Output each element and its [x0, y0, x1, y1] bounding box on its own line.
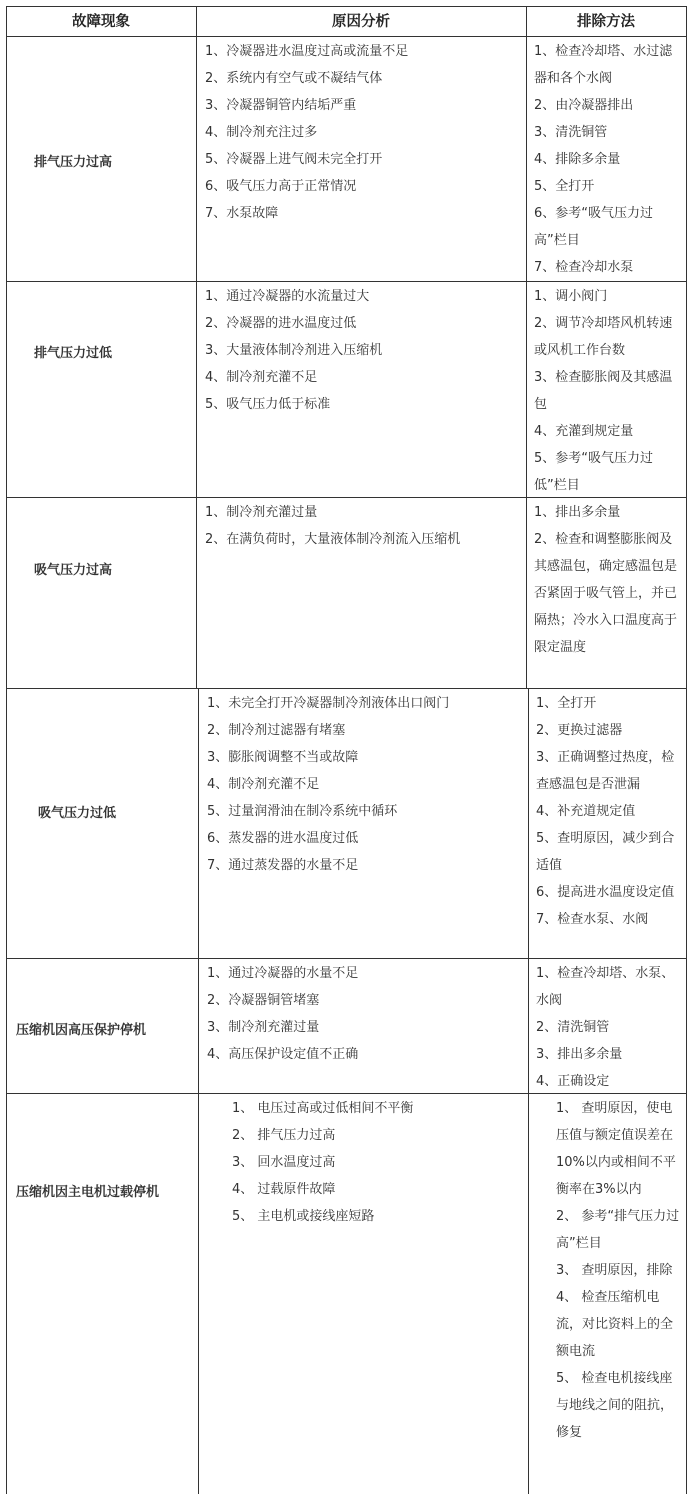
- list-item: 5、查明原因，减少到合适值: [536, 831, 675, 873]
- list-item: 5、 检查电机接线座与地线之间的阻抗，修复: [556, 1371, 674, 1440]
- cause-list: [205, 38, 408, 227]
- list-item: 1、通过冷凝器的水流量过大: [205, 289, 370, 304]
- remedy-list: [556, 1095, 682, 1446]
- remedy-list: [536, 960, 682, 1095]
- rule-col1-top: [196, 6, 197, 688]
- rule-top: [6, 6, 687, 7]
- list-item: 2、清洗铜管: [536, 1020, 610, 1035]
- list-item: 2、 排气压力过高: [232, 1128, 336, 1143]
- list-item: 4、高压保护设定值不正确: [207, 1047, 359, 1062]
- list-item: 4、制冷剂充灌不足: [207, 777, 320, 792]
- list-item: 6、蒸发器的进水温度过低: [207, 831, 359, 846]
- list-item: 6、提高进水温度设定值: [536, 885, 675, 900]
- list-item: 4、 过载原件故障: [232, 1182, 336, 1197]
- list-item: 3、大量液体制冷剂进入压缩机: [205, 343, 383, 358]
- list-item: 1、检查冷却塔、水泵、水阀: [536, 966, 675, 1008]
- list-item: 1、通过冷凝器的水量不足: [207, 966, 359, 981]
- list-item: 2、冷凝器的进水温度过低: [205, 316, 357, 331]
- list-item: 5、过量润滑油在制冷系统中循环: [207, 804, 398, 819]
- list-item: 4、制冷剂充灌不足: [205, 370, 318, 385]
- remedy-list: [534, 499, 682, 661]
- list-item: 4、制冷剂充注过多: [205, 125, 318, 140]
- list-item: 7、通过蒸发器的水量不足: [207, 858, 359, 873]
- list-item: 1、排出多余量: [534, 505, 621, 520]
- rule-row4: [6, 958, 687, 959]
- header-remedy: 排除方法: [577, 14, 635, 30]
- list-item: 3、正确调整过热度，检查感温包是否泄漏: [536, 750, 675, 792]
- symptom-cell: 压缩机因高压保护停机: [16, 1023, 147, 1038]
- list-item: 7、检查冷却水泵: [534, 260, 634, 275]
- list-item: 3、冷凝器铜管内结垢严重: [205, 98, 357, 113]
- list-item: 6、吸气压力高于正常情况: [205, 179, 357, 194]
- rule-header: [6, 36, 687, 37]
- list-item: 4、排除多余量: [534, 152, 621, 167]
- list-item: 2、更换过滤器: [536, 723, 623, 738]
- list-item: 2、 参考“排气压力过高”栏目: [556, 1209, 680, 1251]
- cause-list: [232, 1095, 413, 1230]
- rule-col1-bottom: [198, 688, 199, 1494]
- list-item: 3、清洗铜管: [534, 125, 608, 140]
- rule-row1: [6, 281, 687, 282]
- list-item: 4、补充道规定值: [536, 804, 636, 819]
- cause-list: [205, 283, 382, 418]
- list-item: 5、冷凝器上进气阀未完全打开: [205, 152, 383, 167]
- list-item: 5、 主电机或接线座短路: [232, 1209, 375, 1224]
- list-item: 1、调小阀门: [534, 289, 608, 304]
- list-item: 7、检查水泵、水阀: [536, 912, 649, 927]
- list-item: 4、 检查压缩机电流，对比资料上的全额电流: [556, 1290, 674, 1359]
- symptom-cell: 排气压力过低: [34, 346, 113, 361]
- list-item: 1、制冷剂充灌过量: [205, 505, 318, 520]
- list-item: 3、排出多余量: [536, 1047, 623, 1062]
- list-item: 3、 查明原因，排除: [556, 1263, 673, 1278]
- list-item: 2、检查和调整膨胀阀及其感温包，确定感温包是否紧固于吸气管上，并已隔热；冷水入口温度高于限定温度: [534, 532, 678, 655]
- list-item: 2、系统内有空气或不凝结气体: [205, 71, 383, 86]
- list-item: 1、全打开: [536, 696, 597, 711]
- cause-list: [205, 499, 460, 553]
- cause-list: [207, 960, 358, 1068]
- list-item: 1、冷凝器进水温度过高或流量不足: [205, 44, 409, 59]
- list-item: 3、检查膨胀阀及其感温包: [534, 370, 673, 412]
- list-item: 5、吸气压力低于标准: [205, 397, 331, 412]
- rule-col2-top: [526, 6, 527, 688]
- list-item: 4、正确设定: [536, 1074, 610, 1089]
- symptom-cell: 压缩机因主电机过载停机: [16, 1185, 160, 1200]
- header-symptom: 故障现象: [72, 14, 130, 30]
- rule-left: [6, 6, 7, 1494]
- list-item: 5、参考“吸气压力过低”栏目: [534, 451, 654, 493]
- list-item: 1、检查冷却塔、水过滤器和各个水阀: [534, 44, 673, 86]
- rule-right: [686, 6, 687, 1494]
- list-item: 6、参考“吸气压力过高”栏目: [534, 206, 654, 248]
- symptom-cell: 吸气压力过低: [38, 806, 117, 821]
- list-item: 1、 查明原因，使电压值与额定值误差在10%以内或相间不平衡率在3%以内: [556, 1101, 676, 1197]
- list-item: 2、制冷剂过滤器有堵塞: [207, 723, 346, 738]
- list-item: 4、充灌到规定量: [534, 424, 634, 439]
- list-item: 5、全打开: [534, 179, 595, 194]
- list-item: 2、调节冷却塔风机转速或风机工作台数: [534, 316, 673, 358]
- list-item: 1、未完全打开冷凝器制冷剂液体出口阀门: [207, 696, 450, 711]
- symptom-cell: 排气压力过高: [34, 155, 113, 170]
- list-item: 3、 回水温度过高: [232, 1155, 336, 1170]
- list-item: 3、膨胀阀调整不当或故障: [207, 750, 359, 765]
- cause-list: [207, 690, 449, 879]
- rule-col2-bottom: [528, 688, 529, 1494]
- remedy-list: [534, 38, 682, 281]
- rule-row3: [6, 688, 687, 689]
- list-item: 2、由冷凝器排出: [534, 98, 634, 113]
- list-item: 7、水泵故障: [205, 206, 279, 221]
- list-item: 2、冷凝器铜管堵塞: [207, 993, 320, 1008]
- header-cause: 原因分析: [332, 14, 390, 30]
- list-item: 3、制冷剂充灌过量: [207, 1020, 320, 1035]
- remedy-list: [534, 283, 682, 499]
- list-item: 2、在满负荷时，大量液体制冷剂流入压缩机: [205, 532, 461, 547]
- list-item: 1、 电压过高或过低相间不平衡: [232, 1101, 414, 1116]
- remedy-list: [536, 690, 682, 933]
- symptom-cell: 吸气压力过高: [34, 563, 113, 578]
